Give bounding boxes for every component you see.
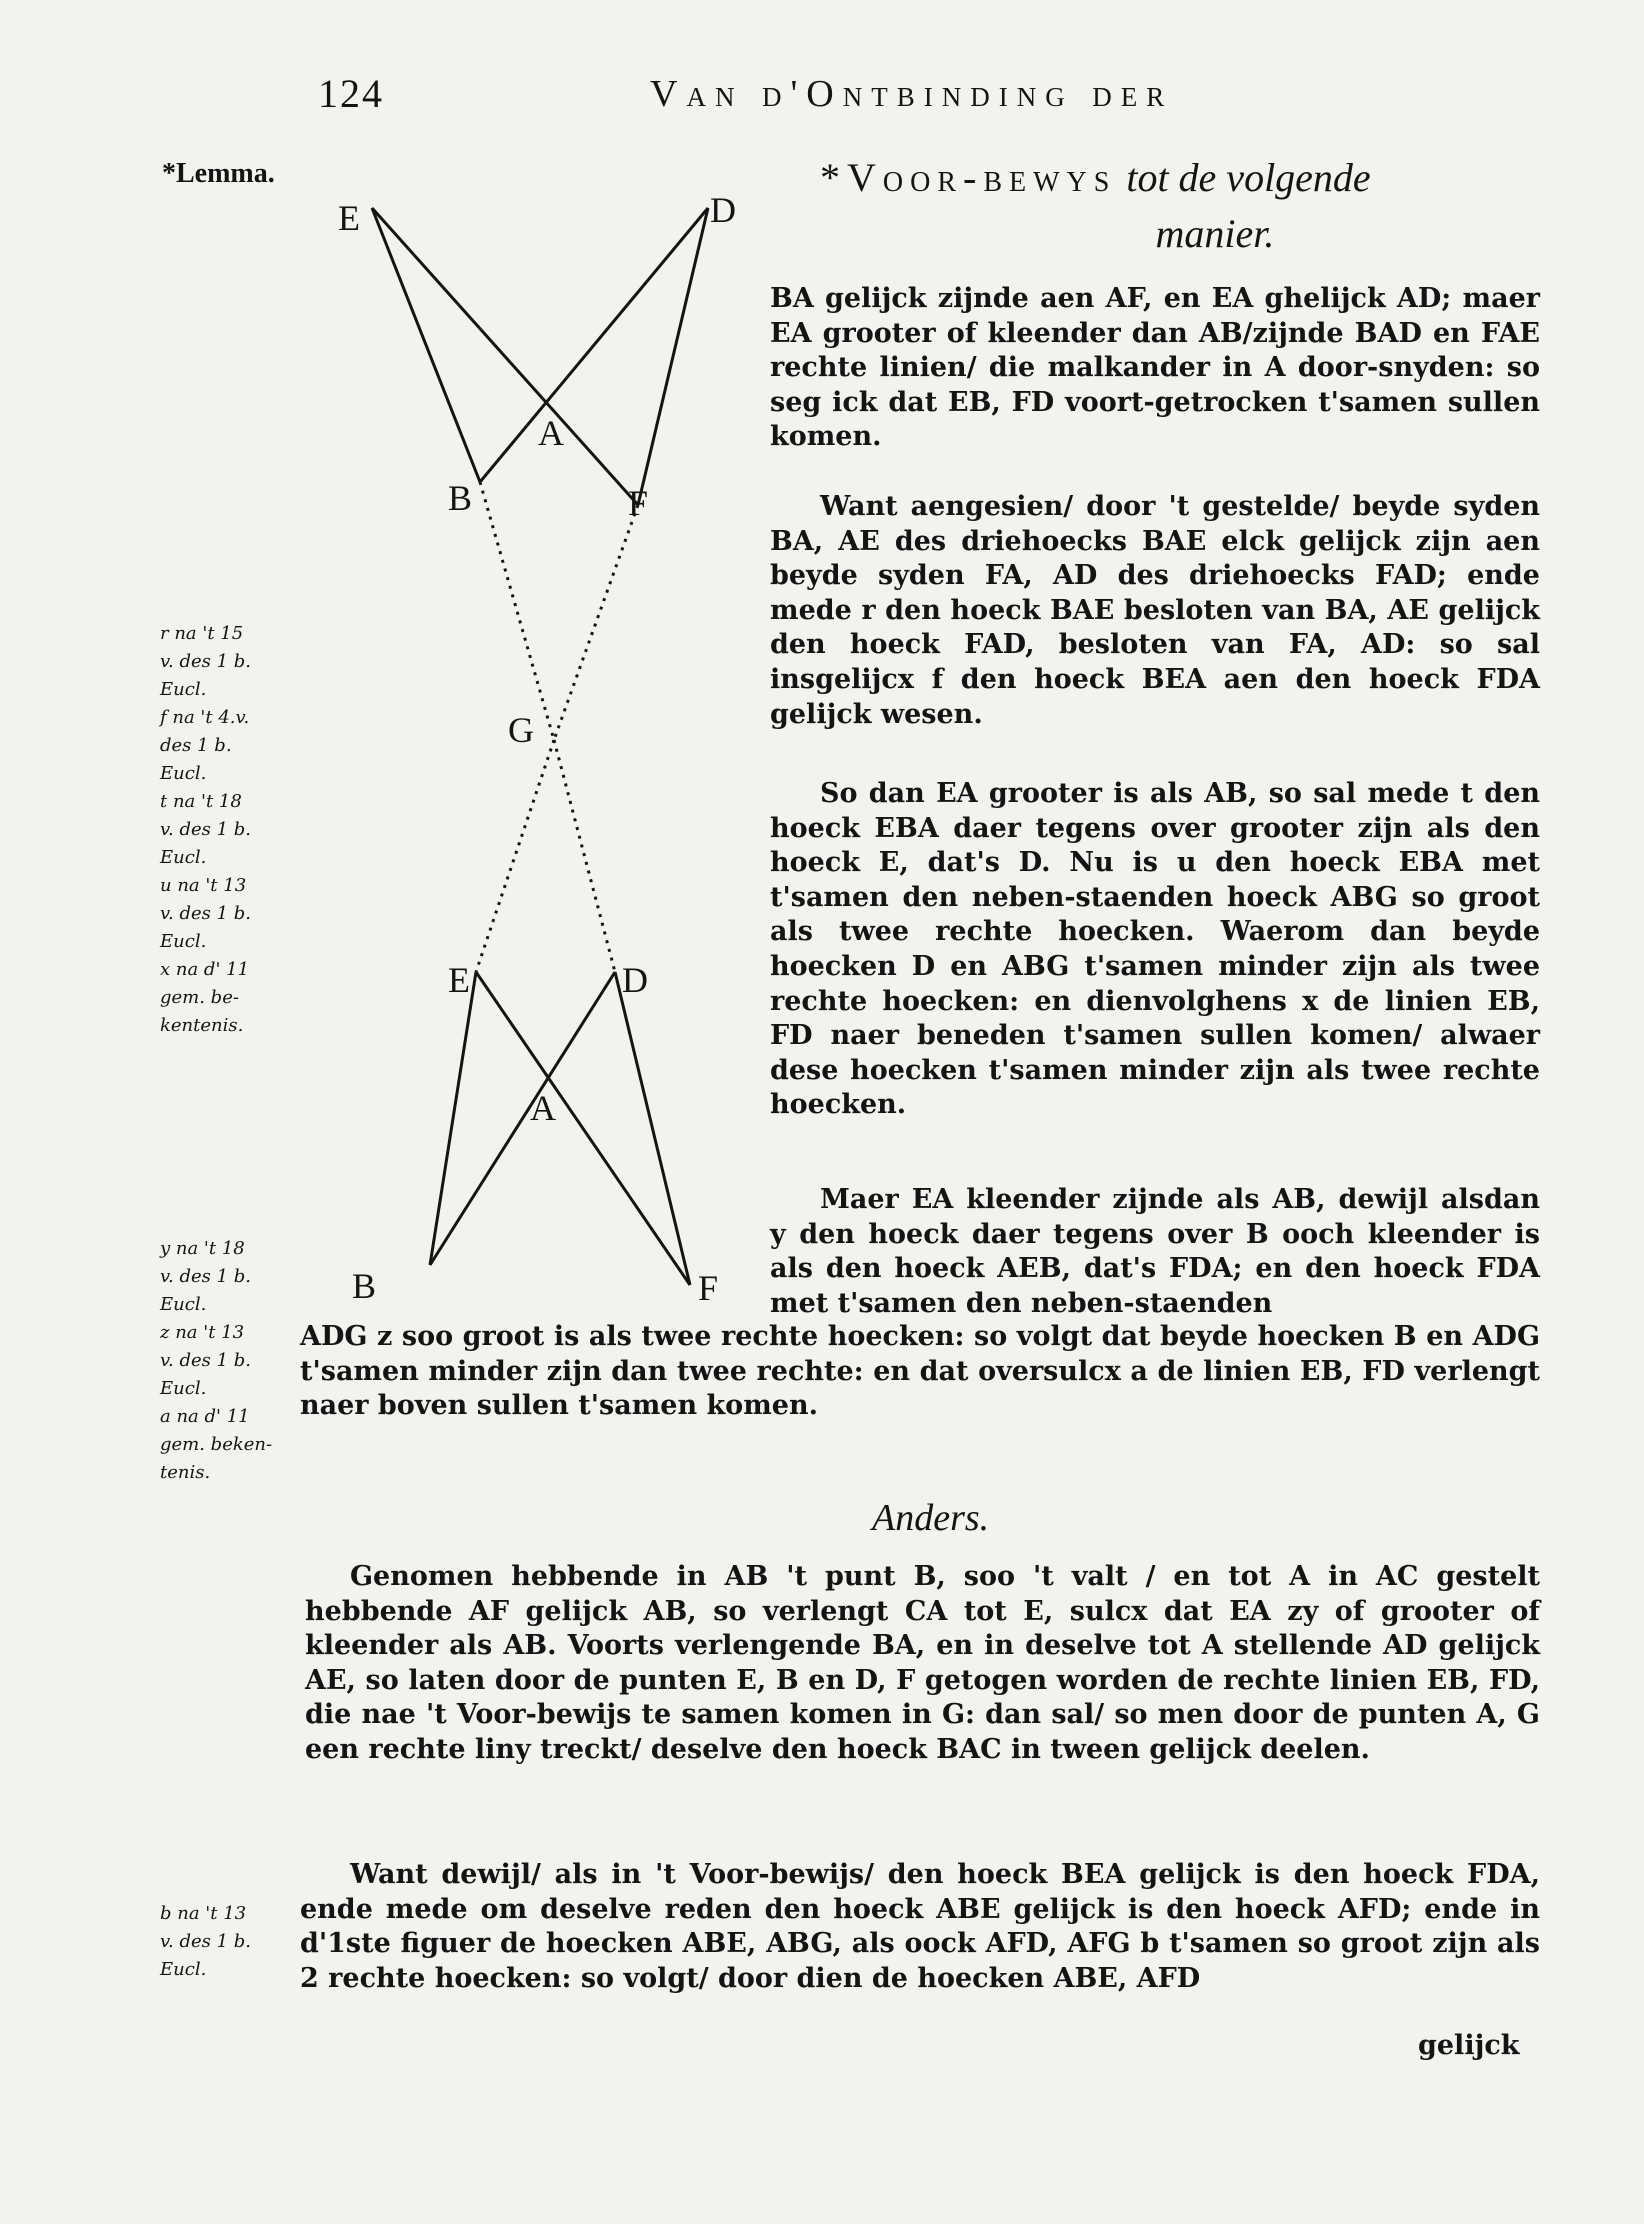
label-F-lower: F (698, 1268, 719, 1308)
label-G: G (508, 710, 534, 750)
label-E-upper: E (338, 198, 360, 238)
line-D-F-lower (615, 972, 690, 1285)
paragraph: Genomen hebbende in AB 't punt B, soo 't valt / en tot A in AC gestelt hebbende AF gelijck AB, so verlengt CA tot E, sulcx dat EA zy of grooter of kleender als AB. Voorts verlengende BA, en in deselve tot A stellende AD gelijck AE, so laten door de punten E, B en D, F getogen worden de rechte linien EB, FD, die nae 't Voor-bewijs te samen komen in G: dan sal/ so men door de punten A, G een rechte liny treckt/ deselve den hoeck BAC in tween gelijck deelen. (305, 1561, 1540, 1765)
label-B-lower: B (352, 1266, 377, 1306)
dotted-F-G (554, 505, 638, 740)
paragraph: Maer EA kleender zijnde als AB, dewijl alsdan y den hoeck daer tegens over B ooch kleender is als den hoeck AEB, dat's FDA; en den hoeck FDA met t'samen den neben-staenden (770, 1184, 1540, 1319)
running-head: Van d'Ontbinding der (650, 73, 1174, 115)
line-E-F-lower (476, 972, 690, 1285)
line-E-B-upper (372, 208, 480, 482)
section-title-italic: tot de volgende (1126, 155, 1371, 200)
section-title (820, 150, 1520, 262)
paragraph: Want dewijl/ als in 't Voor-bewijs/ den hoeck BEA gelijck is den hoeck FDA, ende mede om deselve reden den hoeck ABE gelijck is den hoeck AFD; ende in d'1ste figuer de hoecken ABE, ABG, als oock AFD, AFG b t'samen so groot zijn als 2 rechte hoecken: so volgt/ door dien de hoecken ABE, AFD (300, 1859, 1540, 1994)
label-D-upper: D (710, 190, 736, 230)
margin-note: y na 't 18 v. des 1 b. Eucl. z na 't 13 v. des 1 b. Eucl. a na d' 11 gem. beken- tenis. (160, 1238, 273, 1483)
dotted-B-G (480, 482, 554, 740)
label-B-upper: B (448, 478, 473, 518)
margin-note: r na 't 15 v. des 1 b. Eucl. f na 't 4.v. des 1 b. Eucl. t na 't 18 v. des 1 b. Eucl. u na 't 13 v. des 1 b. Eucl. x na d' 11 gem. be- kentenis. (160, 623, 252, 1036)
label-E-lower: E (448, 960, 470, 1000)
line-D-F-upper (638, 208, 708, 505)
figure-svg (330, 180, 760, 1330)
label-A-upper: A (538, 413, 564, 453)
line-D-B-lower (430, 972, 615, 1265)
label-D-lower: D (622, 960, 648, 1000)
dotted-G-D-lower (554, 740, 615, 972)
label-A-lower: A (530, 1088, 556, 1128)
label-F-upper: F (628, 483, 649, 523)
section-title-line2: manier. (1155, 211, 1275, 256)
geometric-figure (330, 180, 760, 1330)
paragraph: BA gelijck zijnde aen AF, en EA ghelijck AD; maer EA grooter of kleender dan AB/zijnde BAD en FAE rechte linien/ die malkander in A door-snyden: so seg ick dat EB, FD voort-getrocken t'samen sullen komen. (770, 283, 1540, 453)
line-E-F-upper (372, 208, 638, 505)
page-number: 124 (318, 71, 384, 116)
margin-note: b na 't 13 v. des 1 b. Eucl. (160, 1903, 252, 1980)
line-D-B-upper (480, 208, 708, 482)
paragraph: So dan EA grooter is als AB, so sal mede t den hoeck EBA daer tegens over grooter zijn als den hoeck E, dat's D. Nu is u den hoeck EBA met t'samen den neben-staenden hoeck ABG so groot als twee rechte hoecken. Waerom dan beyde hoecken D en ABG t'samen minder zijn als twee rechte hoecken: en dienvolghens x de linien EB, FD naer beneden t'samen sullen komen/ alwaer dese hoecken t'samen minder zijn als twee rechte hoecken. (770, 778, 1540, 1121)
section-title-caps: *Voor-bewys (820, 155, 1117, 200)
paragraph: ADG z soo groot is als twee rechte hoecken: so volgt dat beyde hoecken B en ADG t'samen minder zijn dan twee rechte: en dat oversulcx a de linien EB, FD verlengt naer boven sullen t'samen komen. (300, 1321, 1540, 1422)
anders-heading: Anders. (872, 1497, 990, 1539)
catchword: gelijck (1418, 2030, 1520, 2061)
dotted-G-E-lower (476, 740, 554, 972)
lemma-margin-tag: *Lemma. (162, 158, 275, 189)
paragraph: Want aengesien/ door 't gestelde/ beyde syden BA, AE des driehoecks BAE elck gelijck zijn aen beyde syden FA, AD des driehoecks FAD; ende mede r den hoeck BAE besloten van BA, AE gelijck den hoeck FAD, besloten van FA, AD: so sal insgelijcx f den hoeck BEA aen den hoeck FDA gelijck wesen. (770, 491, 1540, 730)
line-E-B-lower (430, 972, 476, 1265)
